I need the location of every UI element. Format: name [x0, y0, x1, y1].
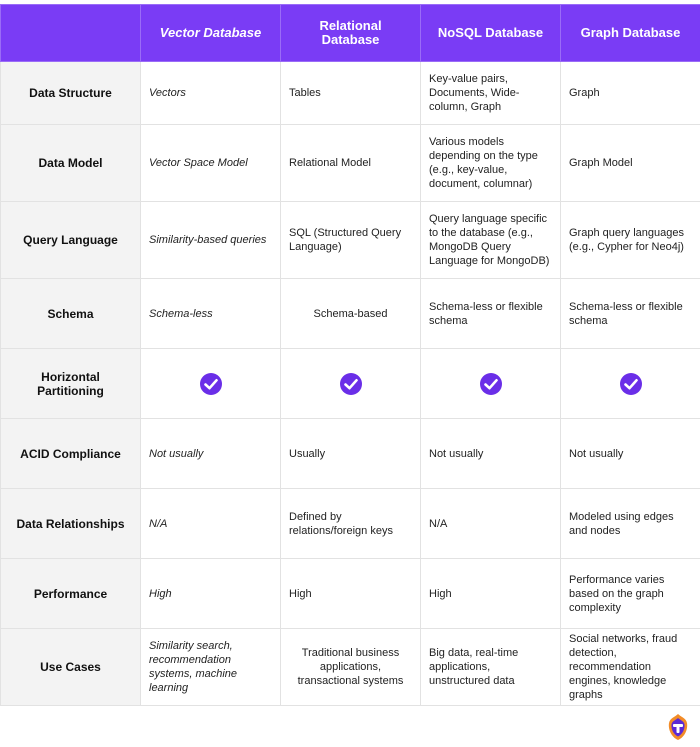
row-label: Data Structure: [1, 62, 141, 125]
row-label: Data Relationships: [1, 489, 141, 559]
cell-graph: [561, 349, 700, 419]
cell-vector: Vector Space Model: [141, 125, 281, 202]
header-vector-database: Vector Database: [141, 5, 281, 62]
cell-nosql: High: [421, 559, 561, 629]
cell-graph: Modeled using edges and nodes: [561, 489, 700, 559]
cell-vector: Schema-less: [141, 279, 281, 349]
row-label: ACID Compliance: [1, 419, 141, 489]
cell-vector: Similarity-based queries: [141, 202, 281, 279]
cell-relational: [281, 349, 421, 419]
check-circle-icon: [199, 372, 223, 396]
check-circle-icon: [479, 372, 503, 396]
cell-graph: Social networks, fraud detection, recommendation engines, knowledge graphs: [561, 629, 700, 706]
cell-nosql: Schema-less or flexible schema: [421, 279, 561, 349]
cell-relational: SQL (Structured Query Language): [281, 202, 421, 279]
header-graph-database: Graph Database: [561, 5, 700, 62]
cell-nosql: N/A: [421, 489, 561, 559]
cell-graph: Graph Model: [561, 125, 700, 202]
cell-relational: Defined by relations/foreign keys: [281, 489, 421, 559]
cell-relational: Usually: [281, 419, 421, 489]
cell-vector: [141, 349, 281, 419]
row-data-structure: [1, 62, 700, 125]
check-circle-icon: [339, 372, 363, 396]
row-horizontal-partitioning: [1, 349, 700, 419]
row-label: Data Model: [1, 125, 141, 202]
cell-vector: Similarity search, recommendation systems, machine learning: [141, 629, 281, 706]
check-circle-icon: [619, 372, 643, 396]
cell-vector: Vectors: [141, 62, 281, 125]
cell-nosql: Query language specific to the database (e.g., MongoDB Query Language for MongoDB): [421, 202, 561, 279]
row-data-model: [1, 125, 700, 202]
row-label: Schema: [1, 279, 141, 349]
row-query-language: [1, 202, 700, 279]
row-data-relationships: [1, 489, 700, 559]
cell-relational: Traditional business applications, transactional systems: [281, 629, 421, 706]
cell-graph: Graph: [561, 62, 700, 125]
header-relational-database: Relational Database: [281, 5, 421, 62]
row-acid-compliance: [1, 419, 700, 489]
cell-vector: N/A: [141, 489, 281, 559]
cell-nosql: Various models depending on the type (e.g., key-value, document, columnar): [421, 125, 561, 202]
cell-nosql: Not usually: [421, 419, 561, 489]
brand-logo-icon: [666, 713, 690, 741]
cell-graph: Graph query languages (e.g., Cypher for Neo4j): [561, 202, 700, 279]
cell-vector: High: [141, 559, 281, 629]
cell-relational: High: [281, 559, 421, 629]
row-label: Horizontal Partitioning: [1, 349, 141, 419]
header-row: [1, 5, 700, 62]
cell-graph: Schema-less or flexible schema: [561, 279, 700, 349]
cell-nosql: Big data, real-time applications, unstructured data: [421, 629, 561, 706]
cell-relational: Tables: [281, 62, 421, 125]
header-corner-cell: [1, 5, 141, 62]
cell-relational: Schema-based: [281, 279, 421, 349]
row-label: Query Language: [1, 202, 141, 279]
cell-nosql: Key-value pairs, Documents, Wide-column, Graph: [421, 62, 561, 125]
row-schema: [1, 279, 700, 349]
row-label: Use Cases: [1, 629, 141, 706]
cell-relational: Relational Model: [281, 125, 421, 202]
header-nosql-database: NoSQL Database: [421, 5, 561, 62]
cell-vector: Not usually: [141, 419, 281, 489]
cell-graph: Not usually: [561, 419, 700, 489]
row-use-cases: [1, 629, 700, 706]
comparison-table: [0, 4, 700, 706]
cell-nosql: [421, 349, 561, 419]
row-label: Performance: [1, 559, 141, 629]
cell-graph: Performance varies based on the graph complexity: [561, 559, 700, 629]
row-performance: [1, 559, 700, 629]
